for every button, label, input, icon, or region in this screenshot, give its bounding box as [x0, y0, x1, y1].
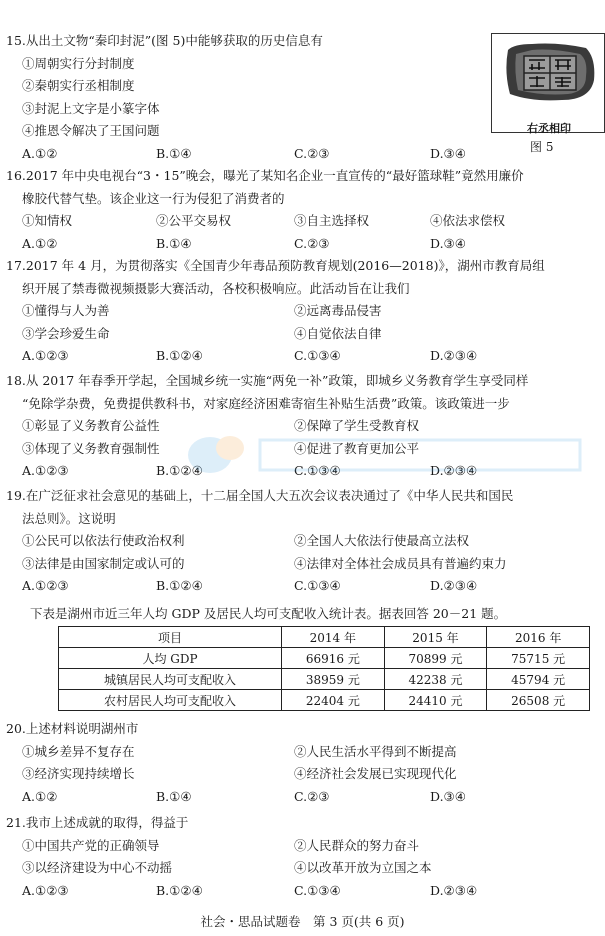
q18-stem-line-2: “免除学杂费，免费提供教科书，对家庭经济困难寄宿生补贴生活费”政策。该政策进一步 [22, 395, 510, 411]
income-statistics-table [58, 626, 590, 711]
page-footer: 社会・思品试题卷 第 3 页(共 6 页) [200, 914, 405, 929]
table-cell: 45794 元 [487, 669, 590, 690]
q15-option-b: B.①④ [156, 145, 192, 161]
q16-item-3: ③自主选择权 [294, 213, 370, 228]
table-cell: 农村居民人均可支配收入 [59, 690, 282, 711]
table-cell: 75715 元 [487, 648, 590, 669]
question-19 [6, 485, 513, 598]
table-row [59, 669, 590, 690]
q19-stem-line-2: 法总则》。这说明 [22, 510, 116, 526]
q16-option-b: B.①④ [156, 235, 192, 251]
q16-options [6, 233, 524, 256]
q21-option-d: D.②③④ [430, 882, 478, 898]
seal-caption: 右丞相印 [527, 122, 571, 135]
table-cell: 38959 元 [282, 669, 385, 690]
q17-item-1: ①懂得与人为善 [22, 303, 110, 318]
q18-item-3: ③体现了义务教育强制性 [22, 440, 160, 456]
q20-item-2: ②人民生活水平得到不断提高 [294, 743, 457, 759]
q15-stem: 15.从出土文物“秦印封泥”(图 5)中能够获取的历史信息有 [6, 33, 323, 48]
table-cell: 66916 元 [282, 648, 385, 669]
table-cell: 26508 元 [487, 690, 590, 711]
q15-options [6, 143, 466, 166]
q18-item-2: ②保障了学生受教育权 [294, 418, 420, 433]
q17-option-a: A.①②③ [22, 348, 69, 363]
table-row [59, 690, 590, 711]
table-header-cell: 项目 [59, 627, 282, 648]
q21-stem: 21.我市上述成就的取得，得益于 [6, 815, 189, 830]
figure-label: 图 5 [530, 140, 554, 154]
q19-item-3: ③法律是由国家制定或认可的 [22, 555, 185, 571]
q19-stem-line-1: 19.在广泛征求社会意见的基础上，十二届全国人大五次会议表决通过了《中华人民共和国民 [6, 488, 514, 503]
q19-item-2: ②全国人大依法行使最高立法权 [294, 533, 470, 548]
q16-item-4: ④依法求偿权 [430, 213, 506, 228]
q17-option-c: C.①③④ [294, 348, 341, 363]
q18-item-1: ①彰显了义务教育公益性 [22, 418, 160, 433]
q20-option-c: C.②③ [294, 788, 330, 804]
q19-item-1: ①公民可以依法行使政治权利 [22, 533, 185, 548]
table-cell: 22404 元 [282, 690, 385, 711]
q18-option-b: B.①②④ [156, 463, 203, 478]
q16-stem-line-1: 16.2017 年中央电视台“3・15”晚会，曝光了某知名企业一直宣传的“最好篮球鞋”竟然用廉价 [6, 168, 524, 183]
q18-stem-line-1: 18.从 2017 年春季开学起，全国城乡统一实施“两免一补”政策，即城乡义务教育学生享受同样 [6, 373, 529, 388]
table-header-row [59, 627, 590, 648]
table-header-cell: 2014 年 [282, 627, 385, 648]
q19-items-row-1 [6, 530, 513, 553]
q20-stem: 20.上述材料说明湖州市 [6, 721, 139, 736]
q17-option-d: D.②③④ [430, 348, 478, 363]
q16-option-d: D.③④ [430, 235, 466, 251]
q21-option-a: A.①②③ [22, 882, 69, 898]
clay-seal-image [502, 40, 598, 104]
q21-item-4: ④以改革开放为立国之本 [294, 860, 432, 875]
q21-options [6, 880, 478, 903]
q21-items-row-1 [6, 835, 420, 858]
q19-option-a: A.①②③ [22, 578, 69, 593]
table-intro: 下表是湖州市近三年人均 GDP 及居民人均可支配收入统计表。据表回答 20－21 题。 [30, 606, 507, 621]
q17-item-2: ②远离毒品侵害 [294, 303, 382, 318]
q18-items-row-1 [6, 415, 528, 438]
q20-item-1: ①城乡差异不复存在 [22, 743, 135, 759]
q18-option-a: A.①②③ [22, 463, 69, 478]
q15-option-c: C.②③ [294, 145, 330, 161]
q20-options [6, 786, 466, 809]
table-cell: 城镇居民人均可支配收入 [59, 669, 282, 690]
q15-item-2: ②秦朝实行丞相制度 [22, 78, 135, 93]
q18-option-c: C.①③④ [294, 463, 341, 478]
q18-item-4: ④促进了教育更加公平 [294, 440, 420, 456]
q15-item-1: ①周朝实行分封制度 [22, 55, 135, 71]
question-18 [6, 370, 528, 483]
table-cell: 70899 元 [384, 648, 487, 669]
q15-option-a: A.①② [22, 145, 58, 161]
q21-item-3: ③以经济建设为中心不动摇 [22, 860, 173, 875]
table-cell: 24410 元 [384, 690, 487, 711]
q19-item-4: ④法律对全体社会成员具有普遍约束力 [294, 555, 507, 571]
question-20 [6, 718, 466, 808]
q16-stem-line-2: 橡胶代替气垫。该企业这一行为侵犯了消费者的 [22, 190, 285, 206]
q19-options [6, 575, 513, 598]
q20-item-4: ④经济社会发展已实现现代化 [294, 766, 457, 781]
q16-option-c: C.②③ [294, 235, 330, 251]
table-cell: 42238 元 [384, 669, 487, 690]
q18-options [6, 460, 528, 483]
q17-stem-line-2: 织开展了禁毒微视频摄影大赛活动，各校积极响应。此活动旨在让我们 [22, 280, 410, 296]
q20-option-a: A.①② [22, 788, 58, 804]
q19-option-c: C.①③④ [294, 578, 341, 593]
question-21 [6, 812, 478, 902]
q17-options [6, 345, 545, 368]
question-15 [6, 30, 466, 165]
q19-items-row-2 [6, 553, 513, 576]
question-17 [6, 255, 545, 368]
q17-items-row-2 [6, 323, 545, 346]
q16-item-2: ②公平交易权 [156, 213, 232, 228]
q21-item-1: ①中国共产党的正确领导 [22, 837, 160, 853]
q15-option-d: D.③④ [430, 145, 466, 161]
q20-option-b: B.①④ [156, 788, 192, 804]
q17-stem-line-1: 17.2017 年 4 月，为贯彻落实《全国青少年毒品预防教育规划(2016—2018)》，湖州市教育局组 [6, 258, 545, 273]
q20-option-d: D.③④ [430, 788, 466, 804]
q19-option-d: D.②③④ [430, 578, 478, 593]
table-header-cell: 2015 年 [384, 627, 487, 648]
q17-items-row-1 [6, 300, 545, 323]
q15-item-4: ④推恩令解决了王国问题 [22, 123, 160, 138]
q16-option-a: A.①② [22, 235, 58, 251]
table-cell: 人均 GDP [59, 648, 282, 669]
seal-figure [491, 33, 605, 133]
q20-items-row-2 [6, 763, 457, 786]
table-row [59, 648, 590, 669]
q16-item-1: ①知情权 [22, 213, 73, 228]
question-16 [6, 165, 524, 255]
q18-option-d: D.②③④ [430, 463, 478, 478]
q15-item-3: ③封泥上文字是小篆字体 [22, 100, 160, 116]
q19-option-b: B.①②④ [156, 578, 203, 593]
q20-item-3: ③经济实现持续增长 [22, 766, 135, 781]
q17-item-3: ③学会珍爱生命 [22, 325, 110, 341]
q17-item-4: ④自觉依法自律 [294, 325, 382, 341]
q20-items-row-1 [6, 741, 457, 764]
table-header-cell: 2016 年 [487, 627, 590, 648]
q21-items-row-2 [6, 857, 432, 880]
q21-option-c: C.①③④ [294, 882, 341, 898]
q17-option-b: B.①②④ [156, 348, 203, 363]
q21-option-b: B.①②④ [156, 882, 203, 898]
q21-item-2: ②人民群众的努力奋斗 [294, 837, 420, 853]
q18-items-row-2 [6, 438, 528, 461]
q16-items [6, 210, 524, 233]
